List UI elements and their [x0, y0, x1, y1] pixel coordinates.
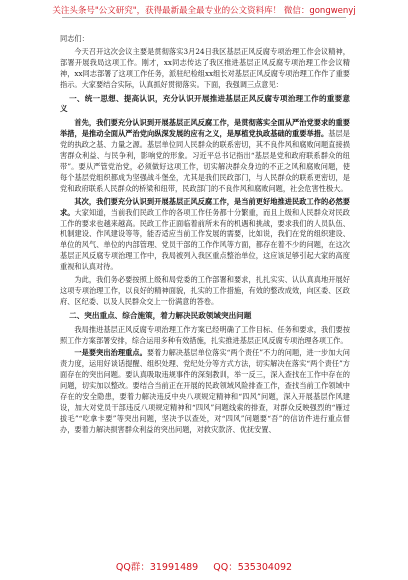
paragraph-5	[60, 348, 350, 435]
section-heading-1: 一、统一思想、提高认识，充分认识开展推进基层正风反腐专项治理工作的重要意义	[60, 93, 350, 114]
intro-paragraph: 今天召开这次会议主要是贯彻落实3月24日我区基层正风反腐专项治理工作会议精神，部署开展我局这项工作。刚才，xx同志传达了我区推进基层正风反腐专项治理工作会议精神，xx同志部署了这项工作任务，派驻纪检组xx组长对基层正风反腐专项治理工作作了重要指示。大家要结合实际，认真抓好贯彻落实。下面，我强调三点意见：	[60, 46, 350, 89]
contact-footer	[0, 559, 408, 573]
footer-qq: QQ：535304092	[213, 562, 293, 573]
salutation: 同志们：	[60, 34, 89, 43]
header-rule	[62, 17, 346, 18]
paragraph-2-text: 大家知道，当前我们民政工作的各项工作任务都十分繁重，而且上级和人民群众对民政工作的要求也越来越高。民政工作正面临着前所未有的机遇和挑战，要求我们的人员队伍、机制建设、作风建设等等，能否适应当前工作发展的需要，比如说，我们在党的组织建设、单位的风气、单位的内部管理、党员干部的工作作风等方面，都存在着不少的问题，在这次基层正风反腐专项治理工作中，我局被列入我区重点整治单位，这应该足够引起大家的高度重视和认真对待。	[60, 207, 350, 272]
paragraph-1-text: 基层是党的执政之基、力量之源。基层单位同人民群众的联系密切，其不良作风和腐败问题直接损害群众利益、与民争利，影响党的形象。习近平总书记指出“基层是党和政府联系群众的纽带”。要从严管党治党，必须做好这项工作，切实解决群众身边的不正之风和腐败问题，使每个基层党组织都成为坚强战斗堡垒，尤其是我们民政部门，与人民群众的联系更密切，是党和政府联系人民群众的桥梁和纽带，民政部门的不良作风和腐败问题，社会危害性极大。	[60, 129, 350, 193]
paragraph-1	[60, 118, 350, 194]
paragraph-2	[60, 197, 350, 273]
paragraph-2-lead: 其次，我们要充分认识到开展基层正风反腐工作，是当前更好地推进民政工作的必然要求。	[60, 196, 350, 217]
document-body	[60, 34, 350, 438]
paragraph-5-lead: 一是要突出治理重点。	[74, 348, 147, 358]
footer-qq-group: QQ群：31991489	[115, 562, 199, 573]
section-heading-2: 二、突出重点、综合施策，着力解决民政领域突出问题	[69, 310, 252, 320]
paragraph-1-lead: 首先，我们要充分认识到开展基层正风反腐工作，是贯彻落实全面从严治党要求的重要举措，是推动全面从严治党向纵深发展的应有之义，是厚植党执政基础的重要举措。	[60, 118, 350, 139]
promo-banner: 关注头条号"公文研究"，获得最新最全最专业的公文资料库！ 微信：gongwenyj	[52, 6, 356, 16]
paragraph-3: 为此，我们务必要按照上级和局党委的工作部署和要求，扎扎实实、认认真真地开展好这项专项治理工作，以良好的精神面貌，扎实的工作措施，有效的整改成效，向区委、区政府、区纪委、以及人民群众交上一份满意的答卷。	[60, 275, 350, 306]
paragraph-4: 我局推进基层正风反腐专项治理工作方案已经明确了工作目标、任务和要求，我们要按照工作方案部署安排，综合运用多种有效措施，扎实推进基层正风反腐专项治理各项工作。	[60, 324, 350, 345]
paragraph-5-text: 要着力解决基层单位落实“两个责任”不力的问题，进一步加大问责力度，运用好谈话提醒、组织处理、党纪处分等方式方法，切实解决在落实“两个责任”方面存在的突出问题。要认真吸取违规事件的深刻教训，举一反三，深入查找在工作中存在的问题，切实加以整改。要结合当前正在开展的民政领域风险排查工作，查找当前工作领域中存在的安全隐患，要着力解决违反中央八项规定精神和“四风”问题，深入开展基层作风建设，加大对党员干部违反八项规定精神和“四风”问题线索的排查，对群众反映强烈的“雁过拔毛”“吃拿卡要”等突出问题，坚决予以查处，对“四风”问题要“吾”的信访件进行重点督办，要着力解决损害群众利益的突出问题，对救灾款济、优抚安置、	[60, 348, 350, 434]
